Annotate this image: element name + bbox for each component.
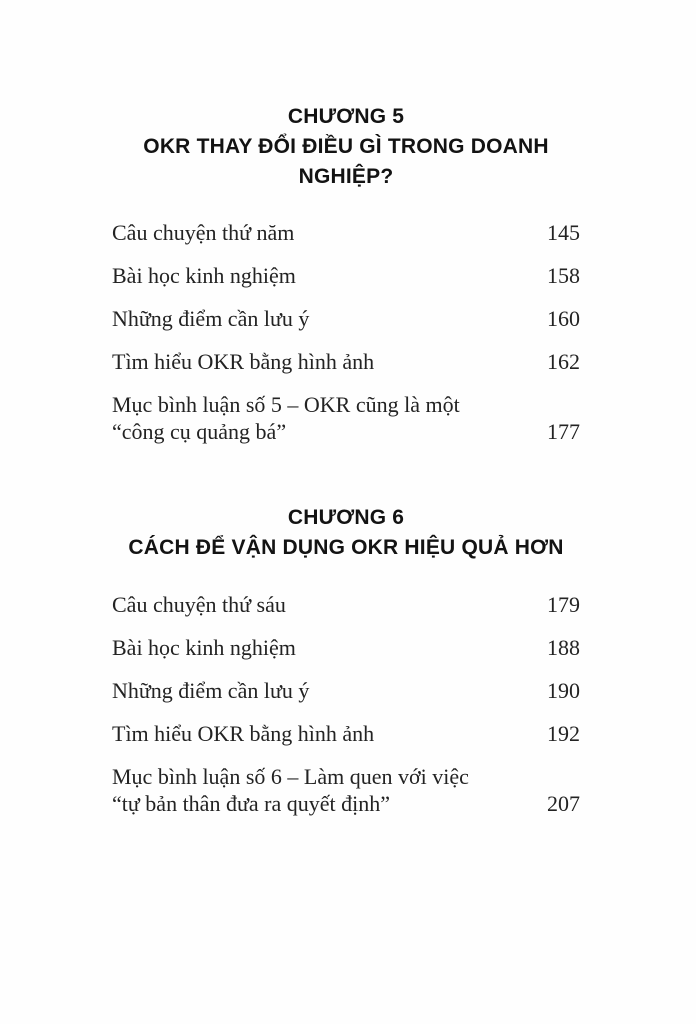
toc-entry-page-number: 188	[547, 635, 580, 661]
toc-entry-title	[112, 763, 469, 817]
toc-entry-page-number: 162	[547, 349, 580, 375]
toc-entry-title-line2: “công cụ quảng bá”	[112, 419, 287, 445]
toc-entry-title: Bài học kinh nghiệm	[112, 635, 296, 661]
toc-entry-page-number: 145	[547, 220, 580, 246]
toc-entry-title: Tìm hiểu OKR bằng hình ảnh	[112, 349, 375, 375]
toc-entry[interactable]	[112, 591, 580, 618]
toc-entry-title	[112, 391, 460, 445]
toc-entry-title: Câu chuyện thứ năm	[112, 220, 295, 246]
toc-entry[interactable]	[112, 720, 580, 747]
chapter-6-entries	[112, 591, 580, 817]
toc-entry-page-number: 192	[547, 721, 580, 747]
toc-entry-title-line1: Mục bình luận số 5 – OKR cũng là một	[112, 392, 460, 418]
chapter-6-label: CHƯƠNG 6	[287, 506, 405, 530]
chapter-5-entries	[112, 219, 580, 445]
toc-entry-page-number: 160	[547, 306, 580, 332]
toc-entry[interactable]	[112, 348, 580, 375]
toc-entry[interactable]	[112, 634, 580, 661]
toc-entry[interactable]	[112, 219, 580, 246]
toc-entry-title: Những điểm cần lưu ý	[112, 678, 310, 704]
chapter-5-label: CHƯƠNG 5	[287, 105, 405, 128]
toc-entry-page-number: 190	[547, 678, 580, 704]
toc-section-chapter-5	[112, 102, 580, 445]
toc-entry-page-number: 158	[547, 263, 580, 289]
toc-entry-title: Những điểm cần lưu ý	[112, 306, 310, 332]
toc-entry-title: Tìm hiểu OKR bằng hình ảnh	[112, 721, 375, 747]
toc-entry-title-line1: Mục bình luận số 6 – Làm quen với việc	[112, 764, 469, 790]
toc-entry-page-number: 179	[547, 592, 580, 618]
chapter-5-heading	[112, 102, 580, 191]
toc-entry[interactable]	[112, 677, 580, 704]
toc-entry-title-line2: “tự bản thân đưa ra quyết định”	[112, 791, 390, 817]
toc-entry[interactable]	[112, 763, 580, 817]
toc-section-chapter-6	[112, 503, 580, 817]
chapter-6-heading	[112, 503, 580, 563]
toc-entry[interactable]	[112, 391, 580, 445]
chapter-5-title: OKR THAY ĐỔI ĐIỀU GÌ TRONG DOANH NGHIỆP?	[143, 134, 549, 188]
chapter-6-title: CÁCH ĐỂ VẬN DỤNG OKR HIỆU QUẢ HƠN	[128, 536, 564, 560]
toc-entry-page-number: 207	[547, 791, 580, 817]
toc-entry[interactable]	[112, 305, 580, 332]
toc-entry-page-number: 177	[547, 419, 580, 445]
toc-entry[interactable]	[112, 262, 580, 289]
toc-entry-title: Bài học kinh nghiệm	[112, 263, 296, 289]
toc-entry-title: Câu chuyện thứ sáu	[112, 592, 286, 618]
